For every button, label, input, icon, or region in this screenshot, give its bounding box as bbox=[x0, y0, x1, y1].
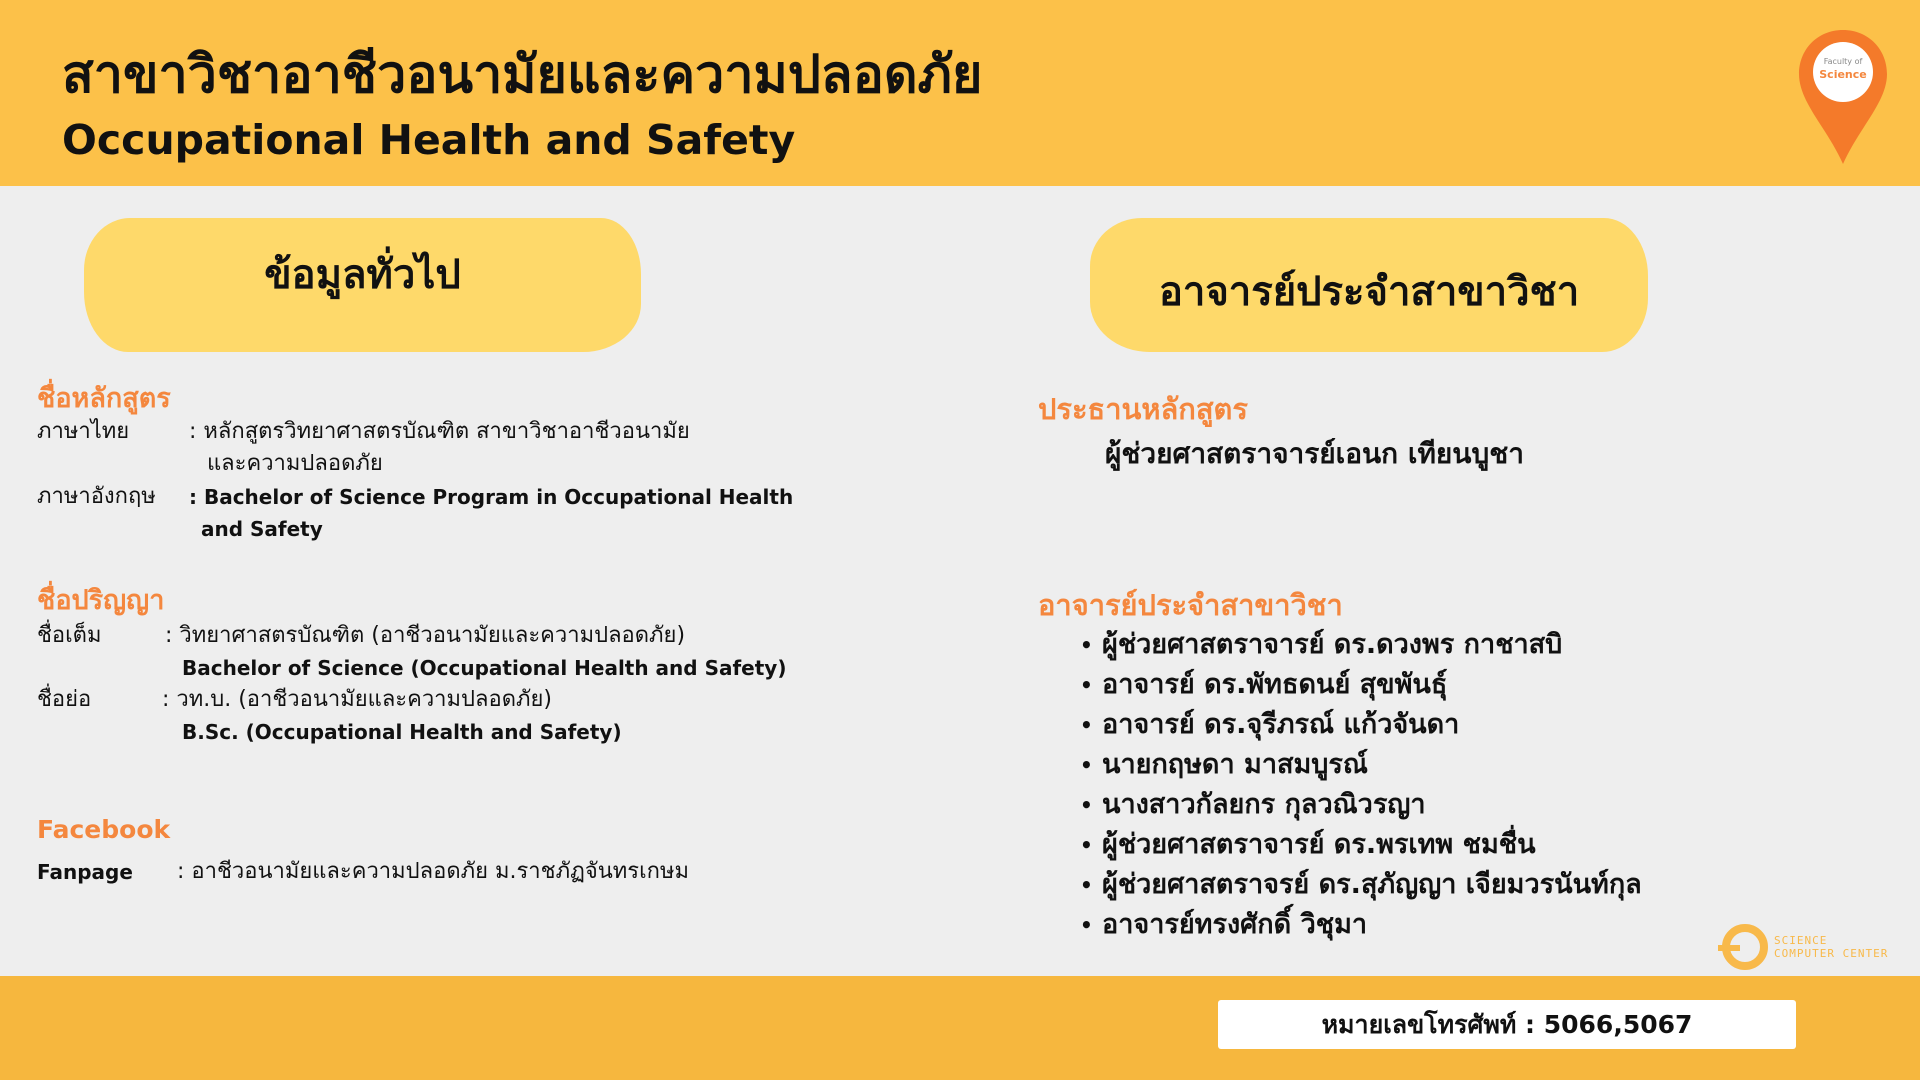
pin-logo-text-main: Science bbox=[1819, 68, 1867, 81]
list-item: • ผู้ช่วยศาสตราจรย์ ดร.สุภัญญา เจียมวรนันท์กุล bbox=[1080, 865, 1642, 905]
map-pin-icon bbox=[1797, 28, 1889, 166]
program-english-row bbox=[37, 481, 797, 545]
pin-logo-text-top: Faculty of bbox=[1823, 57, 1863, 66]
bullet-icon: • bbox=[1080, 873, 1093, 897]
list-item: • ผู้ช่วยศาสตราจารย์ ดร.ดวงพร กาชาสบิ bbox=[1080, 625, 1642, 665]
bullet-icon: • bbox=[1080, 673, 1093, 697]
degree-name-heading: ชื่อปริญญา bbox=[37, 585, 165, 616]
faculty-list bbox=[1080, 625, 1642, 945]
english-label: ภาษาอังกฤษ bbox=[37, 484, 156, 509]
short-name-value-english: B.Sc. (Occupational Health and Safety) bbox=[182, 720, 622, 744]
thai-value-cont: และความปลอดภัย bbox=[207, 451, 383, 476]
list-item: • ผู้ช่วยศาสตราจารย์ ดร.พรเทพ ชมชื่น bbox=[1080, 825, 1642, 865]
fanpage-label: Fanpage bbox=[37, 860, 133, 884]
page-title-english: Occupational Health and Safety bbox=[62, 116, 796, 164]
bullet-icon: • bbox=[1080, 713, 1093, 737]
list-item: • อาจารย์ ดร.จุรีภรณ์ แก้วจันดา bbox=[1080, 705, 1642, 745]
bullet-icon: • bbox=[1080, 833, 1093, 857]
general-info-heading: ข้อมูลทั่วไป bbox=[84, 218, 641, 352]
degree-short-row bbox=[37, 684, 797, 748]
science-computer-center-logo bbox=[1722, 918, 1912, 976]
header-banner bbox=[0, 0, 1920, 186]
bullet-icon: • bbox=[1080, 633, 1093, 657]
list-item: • นายกฤษดา มาสมบูรณ์ bbox=[1080, 745, 1642, 785]
full-name-value-english: Bachelor of Science (Occupational Health and Safety) bbox=[182, 656, 787, 680]
power-ring-icon bbox=[1722, 924, 1768, 970]
short-name-label: ชื่อย่อ bbox=[37, 687, 92, 712]
fanpage-row bbox=[37, 856, 797, 888]
faculty-heading: อาจารย์ประจำสาขาวิชา bbox=[1090, 218, 1648, 352]
thai-value: : หลักสูตรวิทยาศาสตรบัณฑิต สาขาวิชาอาชีวอนามัย bbox=[189, 419, 690, 444]
faculty-list-heading: อาจารย์ประจำสาขาวิชา bbox=[1038, 588, 1343, 622]
thai-label: ภาษาไทย bbox=[37, 419, 130, 444]
degree-full-row bbox=[37, 620, 797, 684]
list-item: • อาจารย์ทรงศักดิ์ วิชุมา bbox=[1080, 905, 1642, 945]
full-name-value: : วิทยาศาสตรบัณฑิต (อาชีวอนามัยและความปลอดภัย) bbox=[165, 623, 686, 648]
short-name-value: : วท.บ. (อาชีวอนามัยและความปลอดภัย) bbox=[162, 687, 552, 712]
program-chair-heading: ประธานหลักสูตร bbox=[1038, 392, 1248, 426]
list-item: • นางสาวกัลยกร กุลวณิวรญา bbox=[1080, 785, 1642, 825]
program-name-heading: ชื่อหลักสูตร bbox=[37, 383, 171, 414]
fanpage-value[interactable]: : อาชีวอนามัยและความปลอดภัย ม.ราชภัฏจันทรเกษม bbox=[177, 859, 689, 884]
program-chair-name: ผู้ช่วยศาสตราจารย์เอนก เทียนบูชา bbox=[1105, 437, 1524, 470]
list-item: • อาจารย์ ดร.พัทธดนย์ สุขพันธุ์ bbox=[1080, 665, 1642, 705]
location-pin-logo bbox=[1797, 28, 1889, 166]
logo-line-1: SCIENCE bbox=[1774, 934, 1828, 947]
facebook-heading: Facebook bbox=[37, 815, 171, 844]
bullet-icon: • bbox=[1080, 913, 1093, 937]
logo-line-2: COMPUTER CENTER bbox=[1774, 947, 1889, 960]
bullet-icon: • bbox=[1080, 793, 1093, 817]
program-thai-row bbox=[37, 416, 777, 480]
phone-number-box: หมายเลขโทรศัพท์ : 5066,5067 bbox=[1218, 1000, 1796, 1049]
page-title-thai: สาขาวิชาอาชีวอนามัยและความปลอดภัย bbox=[62, 45, 983, 105]
full-name-label: ชื่อเต็ม bbox=[37, 623, 102, 648]
bullet-icon: • bbox=[1080, 753, 1093, 777]
english-value: : Bachelor of Science Program in Occupational Health bbox=[189, 485, 794, 509]
english-value-cont: and Safety bbox=[201, 517, 323, 541]
